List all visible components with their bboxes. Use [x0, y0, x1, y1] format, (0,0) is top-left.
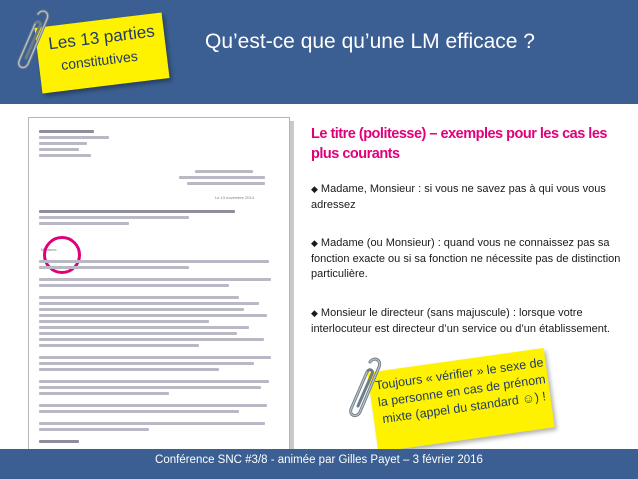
- paperclip-icon: [344, 354, 384, 420]
- doc-line: [39, 142, 87, 145]
- doc-line: [39, 410, 239, 413]
- doc-line: [39, 302, 259, 305]
- doc-line: [39, 148, 79, 151]
- slide-title: Qu’est-ce que qu’une LM efficace ?: [205, 30, 535, 53]
- doc-line: [39, 422, 265, 425]
- doc-line: [39, 216, 189, 219]
- diamond-icon: ◆: [311, 308, 318, 318]
- doc-line: [39, 386, 261, 389]
- doc-line: [39, 380, 269, 383]
- bullet-item: [311, 236, 621, 283]
- section-tag-line1: Les 13 parties: [47, 21, 156, 54]
- doc-line: [195, 170, 253, 173]
- doc-line: [39, 362, 254, 365]
- diamond-icon: ◆: [311, 184, 318, 194]
- doc-line: [39, 278, 271, 281]
- footer-band: [0, 449, 638, 479]
- doc-line: [39, 338, 264, 341]
- letter-document-preview: [28, 117, 290, 453]
- bullet-item: [311, 182, 621, 213]
- bullet-item: [311, 306, 621, 337]
- doc-line: [39, 332, 237, 335]
- section-tag-line2: constitutives: [60, 47, 139, 74]
- doc-line: [39, 130, 94, 133]
- doc-line: [39, 356, 271, 359]
- doc-line: [39, 222, 129, 225]
- doc-line: [39, 210, 235, 213]
- bullet-text: Madame, Monsieur : si vous ne savez pas à qui vous vous adressez: [311, 183, 606, 211]
- paperclip-icon: [12, 6, 52, 72]
- doc-line: [39, 308, 244, 311]
- doc-line: [39, 440, 79, 443]
- doc-line: [39, 368, 219, 371]
- doc-line: [39, 260, 269, 263]
- doc-line: [187, 182, 265, 185]
- bullet-text: Monsieur le directeur (sans majuscule) : lorsque votre interlocuteur est directeur d’un service ou d’un établissement.: [311, 307, 610, 335]
- diamond-icon: ◆: [311, 238, 318, 248]
- tip-note-text: Toujours « vérifier » le sexe de la personne en cas de prénom mixte (appel du standard ☺) !: [374, 355, 547, 427]
- doc-line: [39, 404, 267, 407]
- doc-line: [39, 392, 169, 395]
- doc-line: [39, 314, 267, 317]
- bullet-text: Madame (ou Monsieur) : quand vous ne connaissez pas sa fonction exacte ou si sa fonction ne nécessite pas de distinction particulière.: [311, 237, 621, 280]
- doc-line: [179, 176, 265, 179]
- footer-text: Conférence SNC #3/8 - animée par Gilles Payet – 3 février 2016: [155, 454, 483, 466]
- doc-line: [39, 266, 189, 269]
- doc-line: [39, 136, 109, 139]
- doc-line: [39, 284, 229, 287]
- doc-greeting: Madame,: [41, 247, 58, 252]
- doc-line: [39, 154, 91, 157]
- doc-line: [39, 428, 149, 431]
- content-title: Le titre (politesse) – exemples pour les cas les plus courants: [311, 126, 607, 162]
- doc-line: [39, 296, 239, 299]
- doc-line: [39, 320, 209, 323]
- doc-date: Le 13 novembre 2014: [215, 195, 254, 200]
- doc-line: [39, 344, 199, 347]
- tip-note: [367, 348, 554, 452]
- doc-line: [39, 326, 249, 329]
